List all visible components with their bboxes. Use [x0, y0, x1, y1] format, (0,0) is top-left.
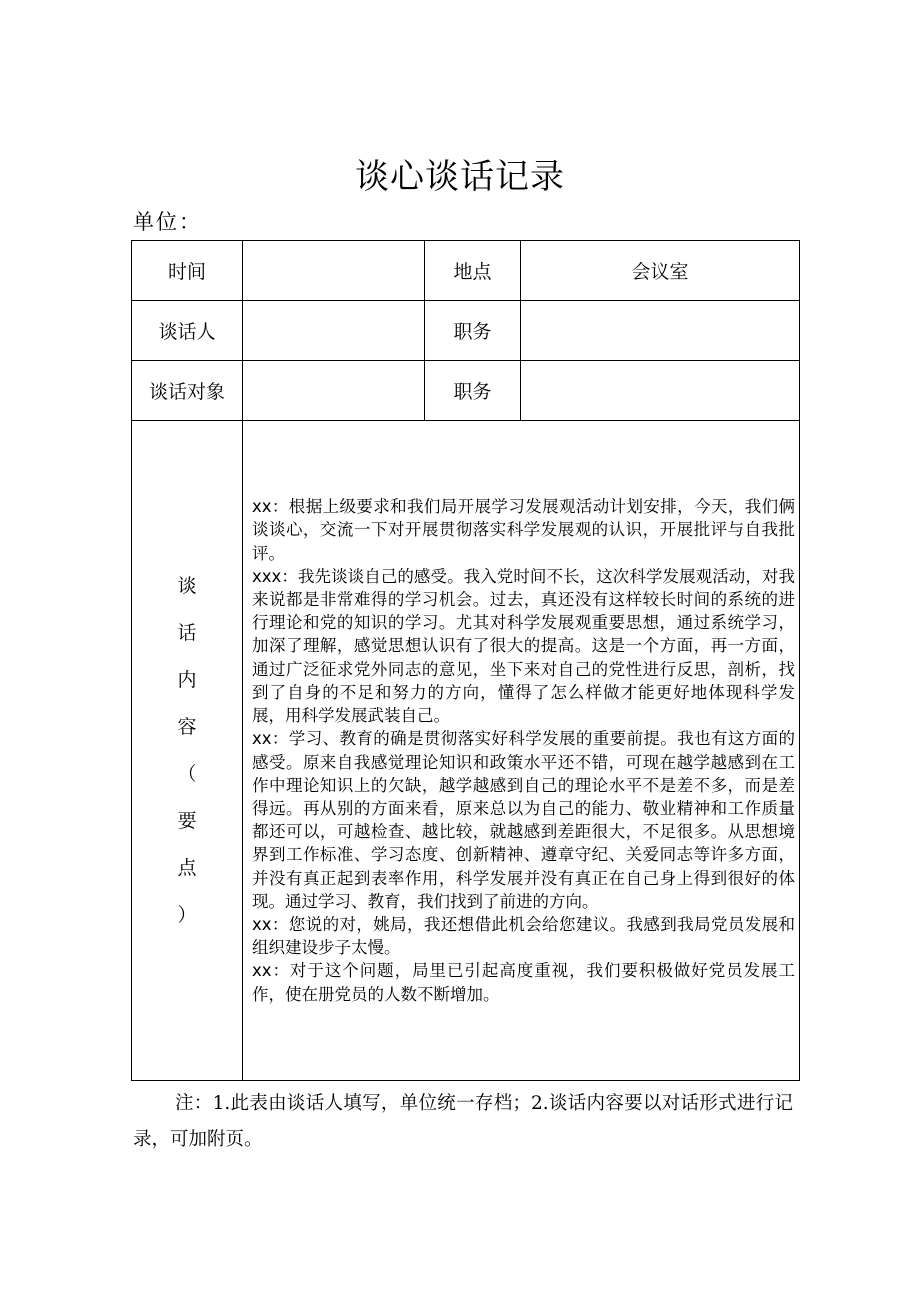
place-value[interactable]: 会议室: [521, 241, 800, 301]
content-label-char: 内: [177, 668, 197, 691]
talker-position-label: 职务: [425, 301, 521, 361]
row-talker: [132, 301, 800, 361]
content-label-char: （: [177, 762, 197, 785]
content-label-char: 要: [177, 809, 197, 832]
time-label: 时间: [132, 241, 243, 301]
content-paragraph: xx：对于这个问题，局里已引起高度重视，我们要积极做好党员发展工作，使在册党员的人数不断增加。: [252, 961, 795, 1004]
content-label-char: 谈: [177, 574, 197, 597]
target-value[interactable]: [243, 361, 425, 421]
row-content: [132, 421, 800, 1081]
talker-label: 谈话人: [132, 301, 243, 361]
talker-value[interactable]: [243, 301, 425, 361]
target-position-label: 职务: [425, 361, 521, 421]
page-title: 谈心谈话记录: [355, 157, 565, 197]
content-paragraph: xx：学习、教育的确是贯彻落实好科学发展的重要前提。我也有这方面的感受。原来自我感觉理论知识和政策水平还不错，可现在越学越感到在工作中理论知识上的欠缺，越学越感到自己的理论水平不是差不多，而是差得远。再从别的方面来看，原来总以为自己的能力、敬业精神和工作质量都还可以，可越检查、越比较，就越感到差距很大，不足很多。从思想境界到工作标准、学习态度、创新精神、遵章守纪、关爱同志等许多方面，并没有真正起到表率作用，科学发展并没有真正在自己身上得到很好的体现。通过学习、教育，我们找到了前进的方向。: [252, 729, 795, 911]
content-label-char: 话: [177, 621, 197, 644]
time-value[interactable]: [243, 241, 425, 301]
content-paragraph: xx：根据上级要求和我们局开展学习发展观活动计划安排，今天，我们俩谈谈心，交流一下对开展贯彻落实科学发展观的认识，开展批评与自我批评。: [252, 497, 795, 563]
talker-position-value[interactable]: [521, 301, 800, 361]
footnote: 注：1.此表由谈话人填写，单位统一存档；2.谈话内容要以对话形式进行记录，可加附页。: [133, 1093, 793, 1150]
content-label-char: 点: [177, 856, 197, 879]
content-label: [132, 421, 243, 1081]
content-paragraph: xx：您说的对，姚局，我还想借此机会给您建议。我感到我局党员发展和组织建设步子太慢。: [252, 914, 795, 958]
content-body[interactable]: [243, 421, 800, 1081]
record-table: [131, 240, 800, 1081]
row-time: [132, 241, 800, 301]
unit-label: 单位：: [133, 210, 202, 234]
content-label-char: 容: [177, 715, 197, 738]
row-target: [132, 361, 800, 421]
target-position-value[interactable]: [521, 361, 800, 421]
content-label-char: ）: [177, 903, 197, 926]
content-paragraph: xxx：我先谈谈自己的感受。我入党时间不长，这次科学发展观活动，对我来说都是非常难得的学习机会。过去，真还没有这样较长时间的系统的进行理论和党的知识的学习。尤其对科学发展观重要思想，通过系统学习，加深了理解，感觉思想认识有了很大的提高。这是一个方面，再一方面，通过广泛征求党外同志的意见，坐下来对自己的党性进行反思，剖析，找到了自身的不足和努力的方向，懂得了怎么样做才能更好地体现科学发展，用科学发展武装自己。: [252, 566, 795, 726]
target-label: 谈话对象: [132, 361, 243, 421]
place-label: 地点: [425, 241, 521, 301]
